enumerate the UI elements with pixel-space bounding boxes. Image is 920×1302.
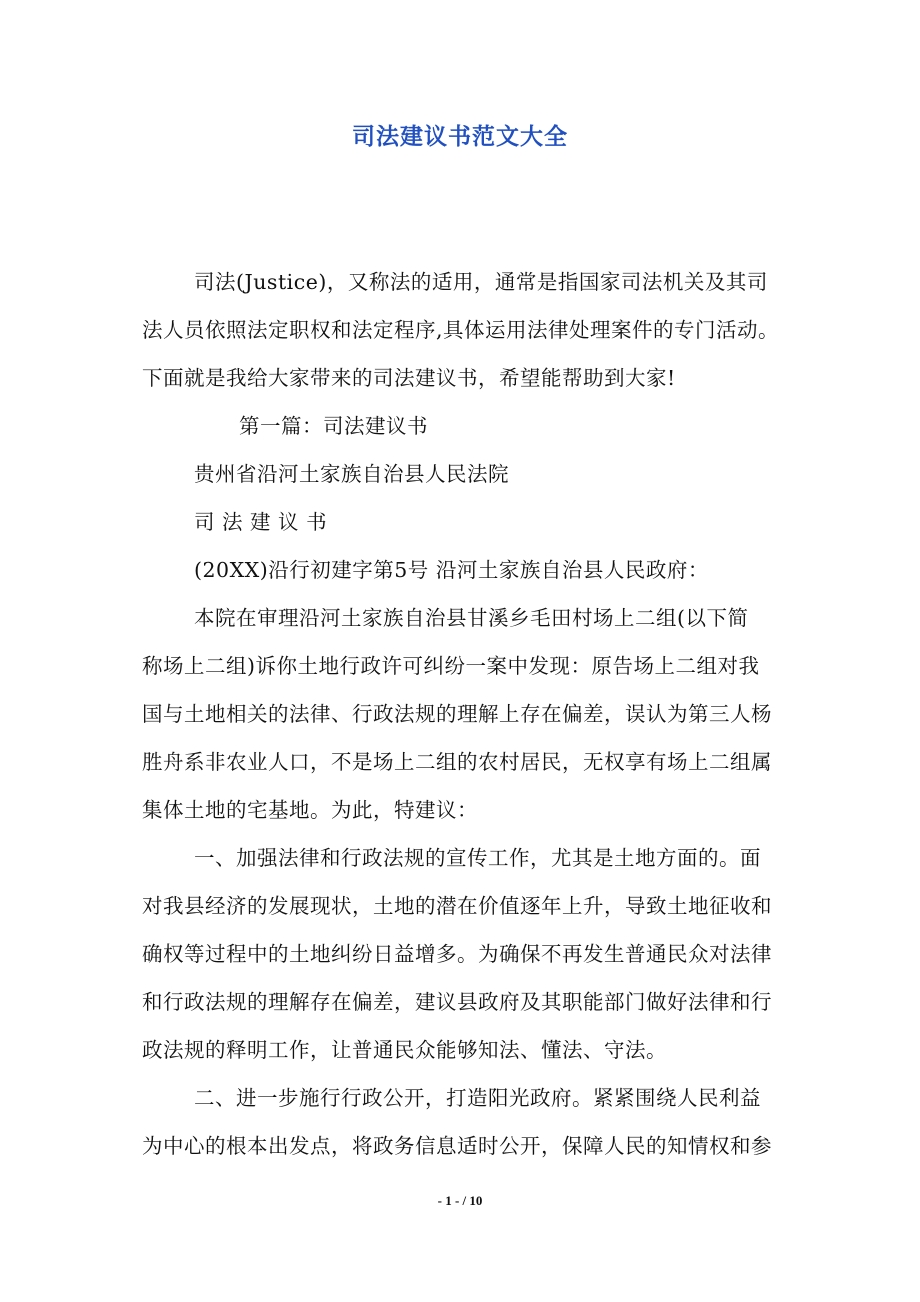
- body-line-17: 政法规的释明工作，让普通民众能够知法、懂法、守法。: [142, 1038, 667, 1062]
- body-line-3: 下面就是我给大家带来的司法建议书，希望能帮助到大家!: [142, 366, 676, 390]
- court-name: 贵州省沿河土家族自治县人民法院: [194, 462, 509, 486]
- body-line-9: 称场上二组)诉你土地行政许可纠纷一案中发现：原告场上二组对我: [142, 654, 760, 678]
- body-line-19: 为中心的根本出发点，将政务信息适时公开，保障人民的知情权和参: [142, 1134, 772, 1158]
- document-number-line: (20XX)沿行初建字第5号 沿河土家族自治县人民政府：: [194, 558, 709, 582]
- document-title: 司法建议书范文大全: [352, 124, 568, 150]
- body-line-10: 国与土地相关的法律、行政法规的理解上存在偏差，误认为第三人杨: [142, 702, 772, 726]
- body-line-14: 对我县经济的发展现状，土地的潜在价值逐年上升，导致土地征收和: [142, 894, 772, 918]
- body-line-13: 一、加强法律和行政法规的宣传工作，尤其是土地方面的。面: [194, 846, 761, 870]
- body-line-1: 司法(Justice)，又称法的适用，通常是指国家司法机关及其司: [194, 270, 768, 294]
- body-line-15: 确权等过程中的土地纠纷日益增多。为确保不再发生普通民众对法律: [142, 942, 772, 966]
- body-line-18: 二、进一步施行行政公开，打造阳光政府。紧紧围绕人民利益: [194, 1086, 761, 1110]
- section-heading: 第一篇：司法建议书: [239, 414, 428, 438]
- body-line-12: 集体土地的宅基地。为此，特建议：: [142, 798, 478, 822]
- body-line-11: 胜舟系非农业人口，不是场上二组的农村居民，无权享有场上二组属: [142, 750, 772, 774]
- page-number: - 1 - / 10: [437, 1193, 483, 1208]
- body-line-16: 和行政法规的理解存在偏差，建议县政府及其职能部门做好法律和行: [142, 990, 772, 1014]
- body-line-8: 本院在审理沿河土家族自治县甘溪乡毛田村场上二组(以下简: [194, 606, 749, 630]
- document-type-heading: 司 法 建 议 书: [194, 510, 328, 534]
- body-line-2: 法人员依照法定职权和法定程序,具体运用法律处理案件的专门活动。: [142, 318, 780, 342]
